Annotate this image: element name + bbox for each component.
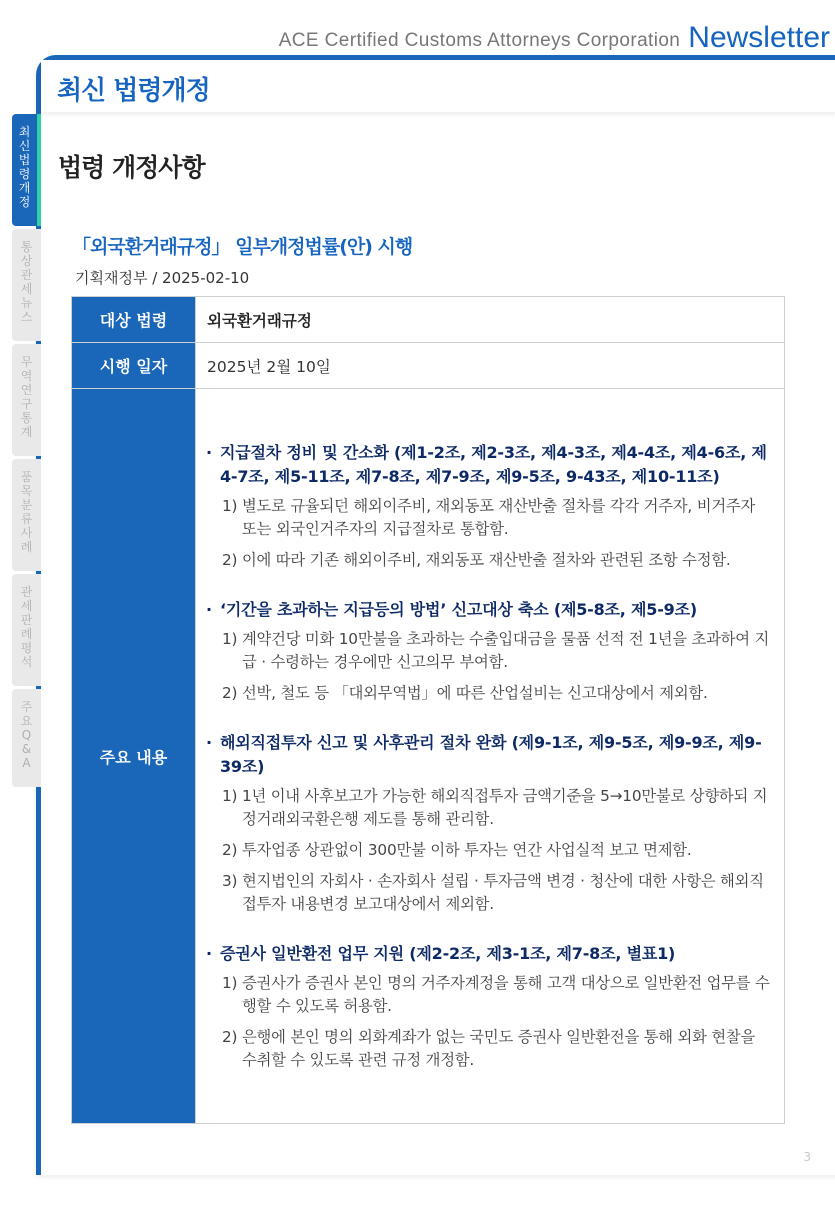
content-item-detail: 2) 이에 따라 기존 해외이주비, 재외동포 재산반출 절차와 관련된 조항 수정함.: [222, 551, 731, 569]
side-tab-char: 최: [18, 125, 31, 139]
side-tab-char: 신: [18, 139, 31, 153]
side-tab-char: 상: [20, 254, 33, 268]
side-tab-char: 분: [20, 498, 33, 512]
bullet-icon: ·: [206, 600, 212, 619]
section-header: [41, 60, 835, 112]
content-item-title-text: 지급절차 정비 및 간소화 (제1-2조, 제2-3조, 제4-3조, 제4-4조, 제4-6조, 제4-7조, 제5-11조, 제7-8조, 제7-9조, 제9-5조, 9-43조, 제10-11조): [220, 443, 767, 486]
side-tab-char: 스: [20, 310, 33, 324]
side-tab-0[interactable]: [12, 114, 41, 226]
side-tab-char: &: [21, 742, 32, 756]
content-item-title: [206, 731, 774, 779]
side-tab-3[interactable]: [12, 459, 41, 571]
main-content-list: [196, 389, 785, 1124]
side-tab-char: 통: [20, 240, 33, 254]
side-tab-char: 례: [20, 540, 33, 554]
side-tab-char: 관: [20, 585, 33, 599]
side-tab-char: 계: [20, 425, 33, 439]
side-tab-char: 연: [20, 383, 33, 397]
side-tab-char: 정: [18, 195, 31, 209]
table-row-main-content: [72, 389, 785, 1124]
content-item: [206, 942, 774, 1072]
content-item-detail: 2) 은행에 본인 명의 외화계좌가 없는 국민도 증권사 일반환전을 통해 외화 현찰을 수취할 수 있도록 관련 규정 개정함.: [222, 1028, 756, 1069]
newsletter-title: Newsletter: [688, 21, 830, 54]
side-tab-char: A: [22, 756, 31, 770]
table-row-effective-date: [72, 343, 785, 389]
main-content-label: 주요 내용: [72, 389, 196, 1124]
side-tab-char: 구: [20, 397, 33, 411]
content-item: [206, 731, 774, 916]
bullet-icon: ·: [206, 443, 212, 462]
content-item-title-text: ‘기간을 초과하는 지급등의 방법’ 신고대상 축소 (제5-8조, 제5-9조): [220, 600, 697, 619]
section-title: 최신 법령개정: [57, 76, 210, 106]
side-tab-1[interactable]: [12, 229, 41, 341]
law-meta: 기획재정부 / 2025-02-10: [75, 269, 250, 287]
effective-date-label: 시행 일자: [72, 343, 196, 389]
newsletter-header: [279, 20, 830, 54]
content-item-detail: 2) 투자업종 상관없이 300만불 이하 투자는 연간 사업실적 보고 면제함.: [222, 841, 692, 859]
content-item-detail: 1) 증권사가 증권사 본인 명의 거주자계정을 통해 고객 대상으로 일반환전 업무를 수행할 수 있도록 허용함.: [222, 974, 770, 1015]
content-item-title: [206, 441, 774, 489]
side-tab-4[interactable]: [12, 574, 41, 686]
side-tab-char: 석: [20, 655, 33, 669]
page-heading: 법령 개정사항: [58, 153, 205, 182]
effective-date-value: 2025년 2월 10일: [196, 343, 785, 389]
side-navigation: [12, 114, 42, 790]
side-tab-char: 판: [20, 613, 33, 627]
content-item-detail: 1) 별도로 규율되던 해외이주비, 재외동포 재산반출 절차를 각각 거주자, 비거주자 또는 외국인거주자의 지급절차로 통합함.: [222, 497, 756, 538]
law-info-table: [71, 296, 785, 1124]
content-item-detail: 3) 현지법인의 자회사 · 손자회사 설립 · 투자금액 변경 · 청산에 대한 사항은 해외직접투자 내용변경 보고대상에서 제외함.: [222, 872, 764, 913]
law-title: 「외국환거래규정」 일부개정법률(안) 시행: [72, 236, 413, 258]
content-item-detail: 1) 1년 이내 사후보고가 가능한 해외직접투자 금액기준을 5→10만불로 상향하되 지정거래외국환은행 제도를 통해 관리함.: [222, 787, 768, 828]
side-tab-char: 사: [20, 526, 33, 540]
content-item-detail: 1) 계약건당 미화 10만불을 초과하는 수출입대금을 물품 선적 전 1년을 초과하여 지급 · 수령하는 경우에만 신고의무 부여함.: [222, 630, 770, 671]
side-tab-char: 역: [20, 369, 33, 383]
content-item-details: [206, 972, 774, 1072]
company-name: ACE Certified Customs Attorneys Corporation: [278, 30, 681, 51]
bullet-icon: ·: [206, 944, 212, 963]
target-law-label: 대상 법령: [72, 297, 196, 343]
side-tab-5[interactable]: [12, 689, 41, 787]
target-law-value: 외국환거래규정: [196, 297, 785, 343]
content-item: [206, 598, 774, 705]
side-tab-char: 주: [20, 700, 33, 714]
content-item-details: [206, 495, 774, 572]
side-tab-2[interactable]: [12, 344, 41, 456]
side-tab-char: 요: [20, 714, 33, 728]
content-item-title-text: 증권사 일반환전 업무 지원 (제2-2조, 제3-1조, 제7-8조, 별표1): [220, 944, 676, 963]
side-tab-char: 례: [20, 627, 33, 641]
side-tab-char: 류: [20, 512, 33, 526]
bullet-icon: ·: [206, 733, 212, 752]
side-tab-char: 개: [18, 181, 31, 195]
side-tab-char: 뉴: [20, 296, 33, 310]
side-tab-char: 법: [18, 153, 31, 167]
content-item-details: [206, 785, 774, 916]
side-tab-char: 무: [20, 355, 33, 369]
side-tab-char: 령: [18, 167, 31, 181]
content-item-title: [206, 942, 774, 966]
side-tab-char: 세: [20, 282, 33, 296]
table-row-target-law: [72, 297, 785, 343]
page-number: 3: [803, 1150, 811, 1164]
side-tab-char: Q: [21, 728, 32, 742]
content-item: [206, 441, 774, 572]
side-tab-char: 통: [20, 411, 33, 425]
side-tab-char: 세: [20, 599, 33, 613]
content-item-title: [206, 598, 774, 622]
side-tab-char: 관: [20, 268, 33, 282]
side-tab-char: 평: [20, 641, 33, 655]
content-item-details: [206, 628, 774, 705]
side-tab-char: 품: [20, 470, 33, 484]
content-item-detail: 2) 선박, 철도 등 「대외무역법」에 따른 산업설비는 신고대상에서 제외함.: [222, 684, 708, 702]
content-item-title-text: 해외직접투자 신고 및 사후관리 절차 완화 (제9-1조, 제9-5조, 제9-9조, 제9-39조): [220, 733, 762, 776]
side-tab-char: 목: [20, 484, 33, 498]
